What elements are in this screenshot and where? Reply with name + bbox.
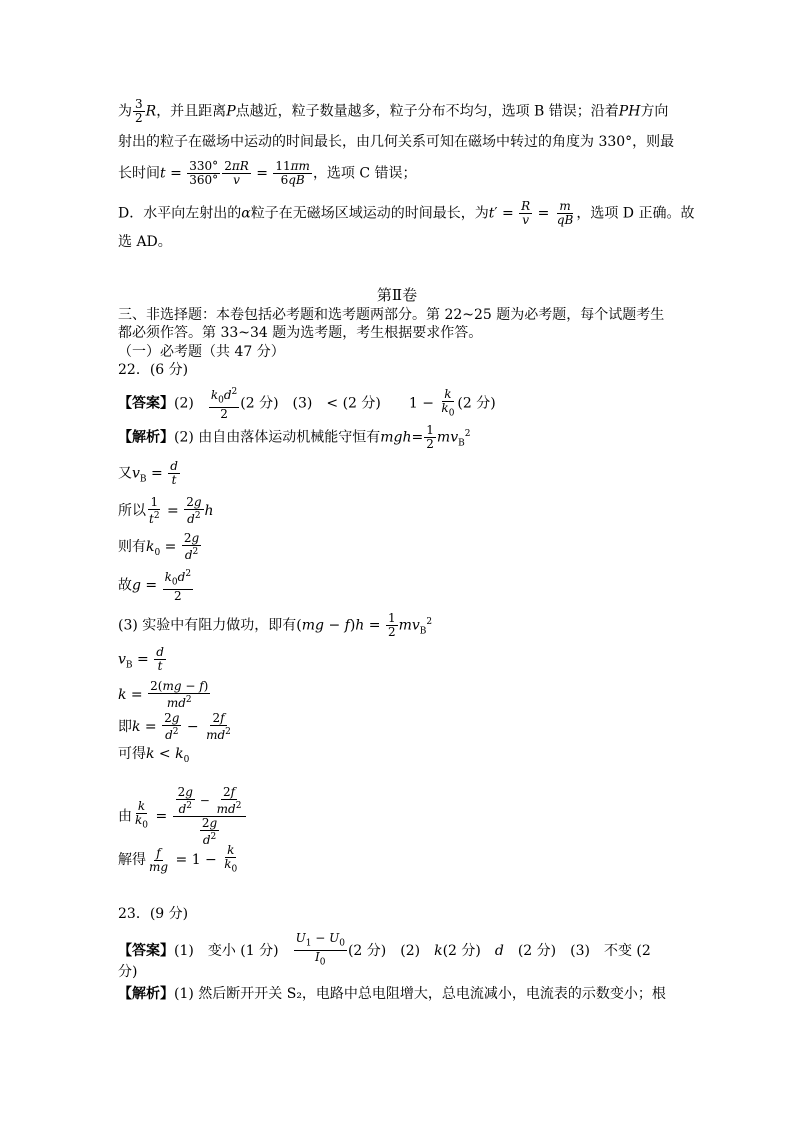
text: (2 分) (3) < (2 分) xyxy=(240,395,381,412)
q22-analysis-4: 则有$k_0$ = $\frac{2g}{d^2}$ xyxy=(118,531,200,562)
fraction: $\frac{3}{2}$ xyxy=(135,97,143,125)
section-instructions: 三、非选择题：本卷包括必考题和选考题两部分。第 22~25 题为必考题，每个试题考生都必须作答。第 33~34 题为选考题，考生根据要求作答。 xyxy=(118,307,665,341)
q22-analysis-5: 故g = $\frac{k_0d^2}{2}$ xyxy=(118,569,192,604)
analysis-label: 【解析】 xyxy=(118,986,174,1002)
q22-analysis-1: 【解析】(2) 由自由落体运动机械能守恒有mgh= $\frac{1}{2}$ $mv_B^2$ xyxy=(118,423,471,452)
text: D．水平向左射出的 xyxy=(118,205,242,222)
text: 为 xyxy=(118,103,132,120)
text: 方向 xyxy=(640,103,669,120)
text: 所以 xyxy=(118,503,146,519)
text: (1) 变小 (1 分) xyxy=(174,942,279,959)
q22-analysis-2: 又$v_B$ = $\frac{d}{t}$ xyxy=(118,459,178,487)
text: 点越近，粒子数量越多，粒子分布不均匀，选项 B 错误；沿着 xyxy=(235,103,619,120)
text: ，选项 C 错误； xyxy=(312,165,417,182)
text: ，选项 D 正确。故 xyxy=(576,205,695,222)
text: (2) xyxy=(174,395,194,412)
text: 则有 xyxy=(118,539,146,555)
q22-analysis-10: 可得$k < k_0$ xyxy=(118,746,190,765)
text: 可得 xyxy=(118,746,146,762)
section-sub: （一）必考题（共 47 分） xyxy=(118,344,285,360)
q23-answer-cont: 分) xyxy=(118,964,138,980)
text: 解得 xyxy=(118,852,146,869)
q22-header: 22．(6 分) xyxy=(118,362,189,378)
intro-line-1: 为 $\frac{3}{2}$ R，并且距离P点越近，粒子数量越多，粒子分布不均匀，选项 B 错误；沿着PH方向 xyxy=(118,97,669,125)
part-title: 第Ⅱ卷 xyxy=(376,286,418,304)
analysis-label: 【解析】 xyxy=(118,429,174,446)
text: 即 xyxy=(118,719,132,735)
q22-answer: 【答案】(2) $\frac{k_0d^2}{2}$ (2 分) (3) < (2 分) 1 − $\frac{k}{k_0}$ (2 分) xyxy=(118,386,496,422)
q22-analysis-6: (3) 实验中有阻力做功，即有(mg − f)h = $\frac{1}{2}$ $mv_B^2$ xyxy=(118,611,433,640)
text: (2 分) xyxy=(442,942,481,959)
text: (2) 由自由落体运动机械能守恒有 xyxy=(174,429,381,446)
text: 又 xyxy=(118,465,132,482)
text: (3) 实验中有阻力做功，即有 xyxy=(118,617,297,634)
text: 粒子在无磁场区域运动的时间最长，为 xyxy=(250,205,489,222)
text: (2 分) xyxy=(457,395,496,412)
q22-analysis-9: 即k = $\frac{2g}{d^2}$ − $\frac{2f}{md^2}$ xyxy=(118,711,231,742)
intro-line-4: D．水平向左射出的α粒子在无磁场区域运动的时间最长，为t′ = $\frac{R}{v}$ = $\frac{m}{qB}$ ，选项 D 正确。故 xyxy=(118,199,695,227)
q23-header: 23．(9 分) xyxy=(118,906,189,922)
text: (1) 然后断开开关 S₂，电路中总电阻增大，总电流减小，电流表的示数变小；根 xyxy=(174,986,666,1002)
intro-line-5: 选 AD。 xyxy=(118,234,172,250)
intro-line-2: 射出的粒子在磁场中运动的时间最长，由几何关系可知在磁场中转过的角度为 330°，则最 xyxy=(118,134,675,150)
text: 由 xyxy=(118,808,132,825)
text: 长时间 xyxy=(118,165,160,182)
text: (2 分) (2) xyxy=(347,942,421,959)
q22-analysis-7: $v_B$ = $\frac{d}{t}$ xyxy=(118,645,164,673)
text: ，并且距离 xyxy=(156,103,227,120)
text: 故 xyxy=(118,577,132,594)
intro-line-3: 长时间t = $\frac{330^\circ}{360^\circ}$ $\frac{2\pi R}{v}$ = $\frac{11\pi m}{6qB}$ ，选项 C 错误； xyxy=(118,159,417,187)
text: (2 分) (3) 不变 (2 xyxy=(517,942,651,959)
q23-answer: 【答案】(1) 变小 (1 分) $\frac{U_1 - U_0}{I_0}$ (2 分) (2) k(2 分) d (2 分) (3) 不变 (2 xyxy=(118,931,651,968)
q22-analysis-3: 所以 $\frac{1}{t^2}$ = $\frac{2g}{d^2}$ h xyxy=(118,495,214,526)
answer-label: 【答案】 xyxy=(118,395,174,412)
q22-analysis-8: k = $\frac{2(mg - f)}{md^2}$ xyxy=(118,679,209,710)
q23-analysis xyxy=(118,984,666,1004)
q22-analysis-12: 解得 $\frac{f}{mg}$ = 1 − $\frac{k}{k_0}$ xyxy=(118,843,238,875)
q22-analysis-11: 由 $\frac{k}{k_0}$ = $\frac{2g}{d^2}$ − $\frac{2f}{md^2}$ $\frac{2g}{d^2}$ xyxy=(118,786,247,847)
answer-label: 【答案】 xyxy=(118,942,174,959)
